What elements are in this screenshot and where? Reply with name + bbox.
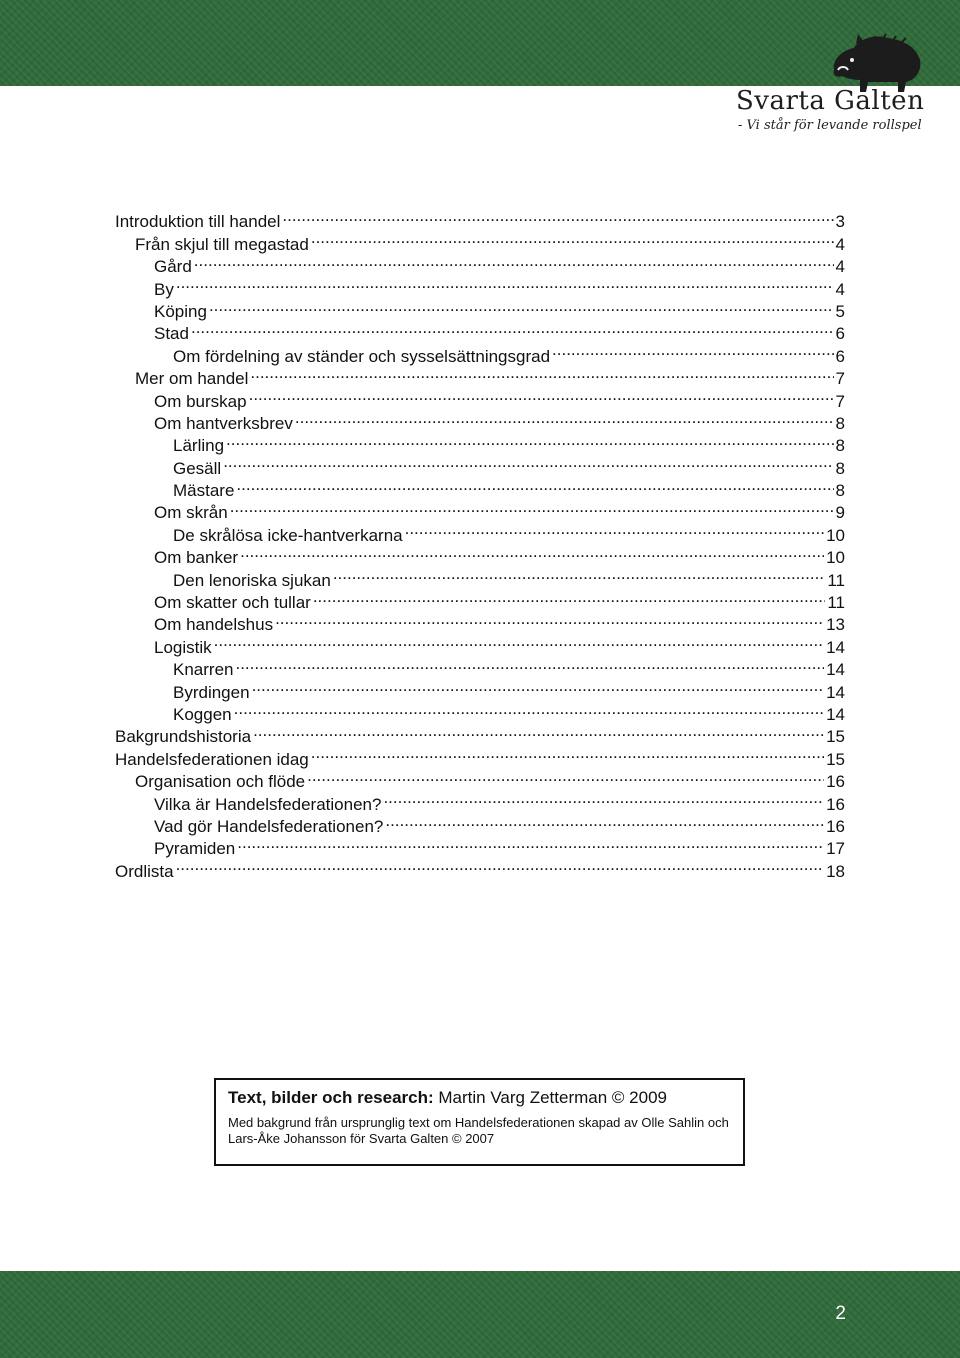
toc-dot-leader [252, 675, 825, 697]
toc-entry-page: 4 [835, 279, 845, 299]
toc-dot-leader [405, 518, 824, 540]
toc-dot-leader [176, 272, 834, 294]
toc-entry[interactable] [115, 339, 845, 366]
toc-entry-page: 5 [835, 301, 845, 321]
boar-icon [828, 30, 924, 94]
toc-entry-page: 13 [826, 615, 845, 635]
toc-dot-leader [250, 362, 833, 384]
toc-entry-page: 6 [835, 346, 845, 366]
toc-entry-page: 15 [826, 749, 845, 769]
toc-dot-leader [191, 317, 834, 339]
toc-entry-title: Ordlista [115, 861, 174, 881]
toc-entry-title: Introduktion till handel [115, 212, 281, 232]
toc-entry-page: 6 [835, 324, 845, 344]
toc-entry-title: By [154, 279, 174, 299]
toc-entry-page: 16 [826, 816, 845, 836]
toc-dot-leader [282, 205, 833, 227]
svarta-galten-logo [724, 30, 924, 140]
toc-entry-page: 17 [826, 839, 845, 859]
toc-dot-leader [383, 787, 824, 809]
toc-entry-title: De skrålösa icke-hantverkarna [173, 525, 403, 545]
toc-entry-page: 15 [826, 727, 845, 747]
toc-entry-page: 14 [826, 637, 845, 657]
toc-entry-title: Handelsfederationen idag [115, 749, 309, 769]
toc-dot-leader [214, 630, 824, 652]
toc-entry-title: Pyramiden [154, 839, 236, 859]
toc-entry-title: Mer om handel [135, 369, 249, 389]
toc-dot-leader [311, 742, 824, 764]
toc-dot-leader [311, 227, 834, 249]
toc-entry-title: Mästare [173, 481, 235, 501]
page-number: 2 [835, 1303, 846, 1324]
toc-entry-title: Byrdingen [173, 682, 250, 702]
toc-entry[interactable] [115, 317, 845, 344]
toc-entry-title: Från skjul till megastad [135, 234, 309, 254]
toc-dot-leader [235, 653, 824, 675]
toc-dot-leader [313, 586, 826, 608]
toc-entry-title: Om burskap [154, 391, 247, 411]
toc-entry-page: 7 [835, 369, 845, 389]
toc-dot-leader [240, 541, 824, 563]
toc-entry-page: 18 [826, 861, 845, 881]
toc-dot-leader [333, 563, 826, 585]
toc-entry-title: Gård [154, 257, 192, 277]
toc-entry-page: 16 [826, 772, 845, 792]
toc-entry-title: Knarren [173, 660, 234, 680]
toc-dot-leader [275, 608, 824, 630]
toc-entry-title: Organisation och flöde [135, 772, 306, 792]
toc-entry-page: 10 [826, 525, 845, 545]
toc-entry[interactable] [115, 295, 845, 321]
toc-entry-title: Om fördelning av ständer och sysselsättningsgrad [173, 346, 551, 366]
toc-dot-leader [253, 720, 824, 742]
toc-entry-title: Om handelshus [154, 615, 274, 635]
toc-entry-page: 8 [835, 436, 845, 456]
toc-entry-page: 8 [835, 481, 845, 501]
toc-entry[interactable] [115, 451, 845, 478]
toc-dot-leader [295, 407, 834, 429]
toc-entry[interactable] [115, 653, 845, 680]
toc-dot-leader [226, 429, 833, 451]
toc-entry-title: Koggen [173, 704, 232, 724]
toc-entry-title: Om skrån [154, 503, 228, 523]
toc-entry-title: Om banker [154, 548, 239, 568]
toc-entry-title: Om skatter och tullar [154, 593, 311, 613]
toc-dot-leader [237, 832, 824, 854]
toc-entry-page: 8 [835, 413, 845, 433]
credits-author: Martin Varg Zetterman © 2009 [438, 1088, 667, 1107]
toc-entry[interactable] [115, 272, 845, 299]
toc-entry-title: Om hantverksbrev [154, 413, 293, 433]
toc-entry-page: 3 [835, 212, 845, 232]
toc-entry[interactable] [115, 474, 845, 501]
toc-dot-leader [234, 698, 824, 720]
credits-box [214, 1078, 745, 1166]
toc-dot-leader [307, 765, 824, 787]
toc-dot-leader [223, 451, 833, 473]
toc-dot-leader [194, 250, 834, 272]
toc-entry-page: 4 [835, 257, 845, 277]
table-of-contents [115, 205, 845, 881]
toc-entry-page: 11 [827, 570, 845, 590]
toc-dot-leader [236, 474, 833, 496]
credits-line [228, 1088, 731, 1108]
toc-entry-page: 14 [826, 660, 845, 680]
toc-entry-page: 7 [835, 391, 845, 411]
toc-entry-page: 4 [835, 234, 845, 254]
toc-entry[interactable] [115, 630, 845, 657]
toc-entry-page: 8 [835, 458, 845, 478]
toc-dot-leader [209, 295, 834, 317]
footer-band [0, 1271, 960, 1358]
toc-entry-title: Bakgrundshistoria [115, 727, 252, 747]
toc-entry[interactable] [115, 854, 845, 881]
toc-entry-page: 16 [826, 794, 845, 814]
toc-entry-title: Lärling [173, 436, 225, 456]
logo-tagline: - Vi står för levande rollspel [738, 118, 922, 133]
toc-entry-title: Logistik [154, 637, 212, 657]
toc-dot-leader [230, 496, 834, 518]
toc-entry[interactable] [115, 205, 845, 232]
logo-name: Svarta Galten [736, 86, 925, 116]
credits-note: Med bakgrund från ursprunglig text om Handelsfederationen skapad av Olle Sahlin och Lars-Åke Johansson för Svarta Galten © 2007 [228, 1115, 729, 1146]
toc-entry-title: Den lenoriska sjukan [173, 570, 331, 590]
toc-entry-title: Köping [154, 301, 207, 321]
toc-entry-page: 9 [835, 503, 845, 523]
toc-entry-page: 14 [826, 682, 845, 702]
toc-dot-leader [385, 810, 824, 832]
toc-entry[interactable] [115, 250, 845, 277]
credits-label: Text, bilder och research: [228, 1088, 434, 1107]
toc-entry-title: Vad gör Handelsfederationen? [154, 816, 384, 836]
toc-dot-leader [552, 339, 834, 361]
toc-entry-title: Vilka är Handelsfederationen? [154, 794, 382, 814]
toc-entry-title: Gesäll [173, 458, 222, 478]
toc-entry-page: 14 [826, 704, 845, 724]
toc-entry-title: Stad [154, 324, 189, 344]
toc-entry-page: 11 [827, 593, 845, 613]
toc-dot-leader [176, 854, 825, 876]
toc-entry-page: 10 [826, 548, 845, 568]
toc-dot-leader [249, 384, 834, 406]
